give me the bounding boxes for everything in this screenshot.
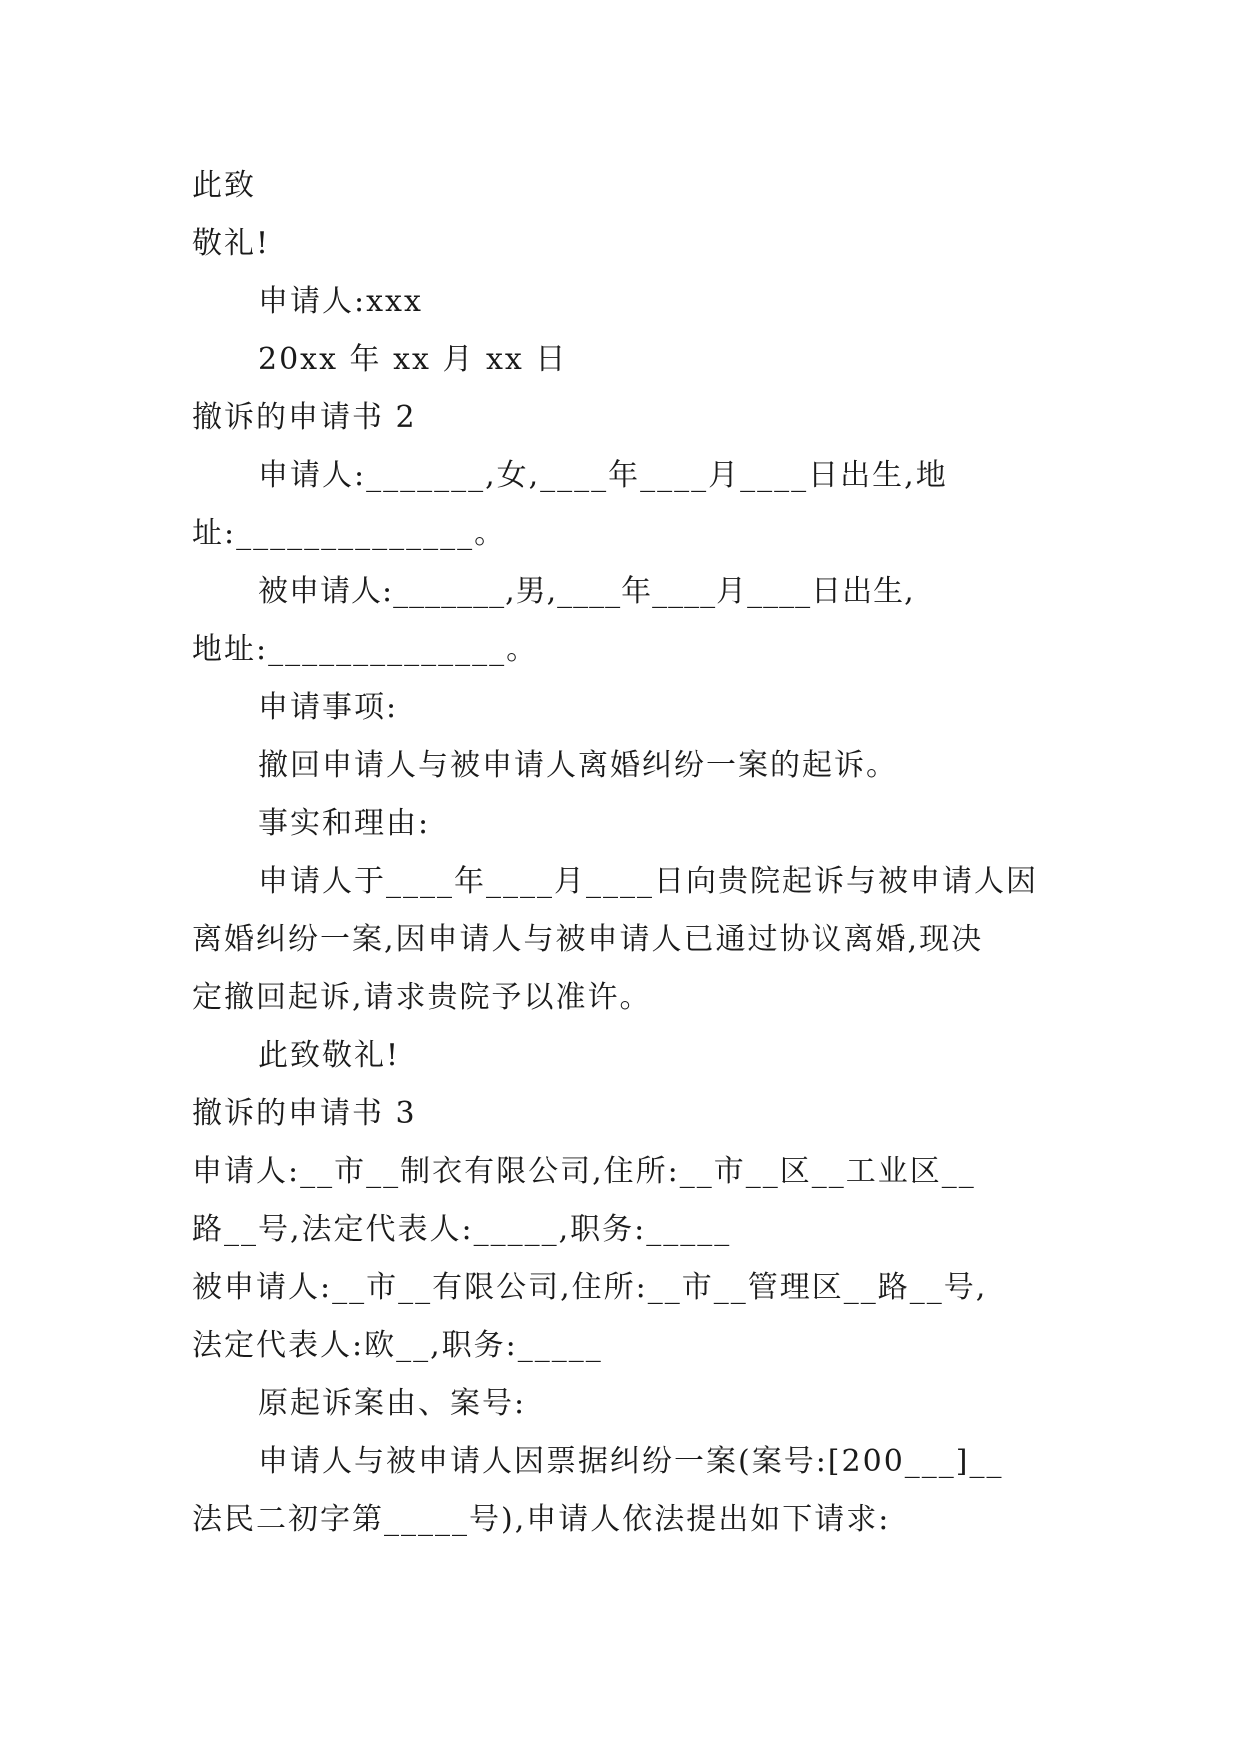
paragraph-line: 地址:______________。 (192, 632, 539, 667)
paragraph-line: 路__号,法定代表人:_____,职务:_____ (192, 1212, 732, 1247)
paragraph-line: 离婚纠纷一案,因申请人与被申请人已通过协议离婚,现决 (192, 922, 984, 957)
closing-respect: 敬礼! (192, 226, 271, 261)
paragraph-line: 事实和理由: (258, 806, 431, 841)
paragraph-line: 申请人于____年____月____日向贵院起诉与被申请人因 (258, 864, 1038, 899)
applicant-signature: 申请人:xxx (258, 284, 423, 319)
paragraph-line: 原起诉案由、案号: (258, 1386, 527, 1421)
paragraph-line: 法定代表人:欧__,职务:_____ (192, 1328, 603, 1363)
paragraph-line: 被申请人:_______,男,____年____月____日出生, (258, 574, 915, 609)
paragraph-line: 此致敬礼! (258, 1038, 401, 1073)
closing-salutation: 此致 (192, 168, 256, 203)
paragraph-line: 申请人:_______,女,____年____月____日出生,地 (258, 458, 948, 493)
paragraph-line: 址:______________。 (192, 516, 507, 551)
paragraph-line: 定撤回起诉,请求贵院予以准许。 (192, 980, 652, 1015)
signature-date: 20xx 年 xx 月 xx 日 (258, 342, 568, 377)
paragraph-line: 申请人与被申请人因票据纠纷一案(案号:[200___]__ (258, 1444, 1004, 1479)
paragraph-line: 申请事项: (258, 690, 399, 725)
paragraph-line: 撤回申请人与被申请人离婚纠纷一案的起诉。 (258, 748, 898, 783)
paragraph-line: 法民二初字第_____号),申请人依法提出如下请求: (192, 1502, 891, 1537)
paragraph-line: 申请人:__市__制衣有限公司,住所:__市__区__工业区__ (192, 1154, 976, 1189)
section-title-2: 撤诉的申请书 2 (192, 400, 417, 435)
paragraph-line: 被申请人:__市__有限公司,住所:__市__管理区__路__号, (192, 1270, 988, 1305)
section-title-3: 撤诉的申请书 3 (192, 1096, 417, 1131)
